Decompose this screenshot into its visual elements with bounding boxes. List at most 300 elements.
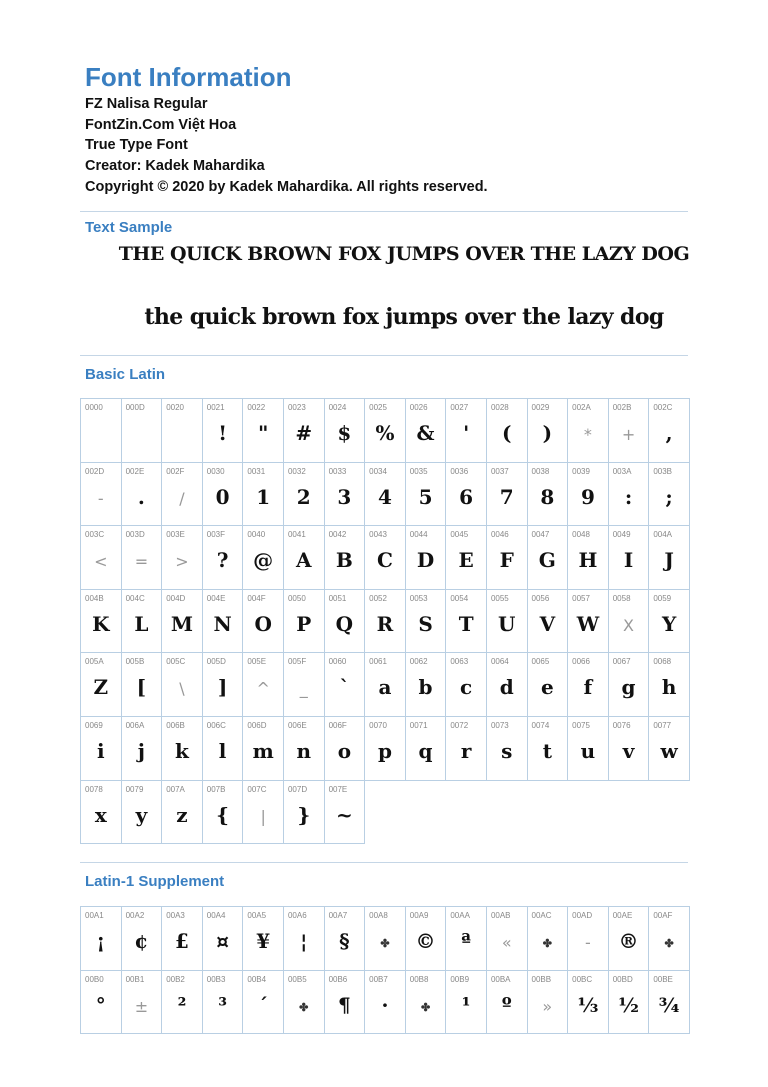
glyph-cell [162, 971, 203, 1035]
codepoint-label: 006D [247, 720, 267, 730]
glyph: 9 [580, 484, 595, 509]
glyph: ✤ [380, 937, 390, 950]
glyph: t [542, 738, 552, 763]
glyph: ® [618, 929, 639, 953]
glyph-cell [162, 781, 203, 845]
codepoint-label: 0039 [572, 466, 590, 476]
glyph-cell [609, 653, 650, 717]
glyph: O [254, 611, 272, 636]
glyph: - [585, 933, 591, 952]
codepoint-label: 00AD [572, 911, 593, 920]
glyph-cell [406, 463, 447, 527]
glyph-cell [609, 971, 650, 1035]
glyph-cell [528, 717, 569, 781]
glyph-cell [243, 907, 284, 971]
text-sample-heading: Text Sample [85, 219, 173, 236]
codepoint-label: 0061 [369, 657, 387, 667]
glyph-cell [122, 590, 163, 654]
glyph-cell [446, 526, 487, 590]
codepoint-label: 005B [125, 657, 145, 667]
glyph: ª [461, 929, 472, 953]
glyph-cell [203, 526, 244, 590]
glyph-cell [284, 590, 325, 654]
glyph-cell [203, 717, 244, 781]
glyph-cell [162, 463, 203, 527]
codepoint-label: 00A4 [206, 911, 226, 920]
glyph: ° [95, 992, 106, 1017]
glyph-cell [365, 463, 406, 527]
glyph: G [538, 548, 556, 573]
glyph-cell [528, 526, 569, 590]
glyph: Q [335, 611, 354, 636]
codepoint-label: 0077 [653, 720, 672, 730]
glyph-cell [81, 971, 122, 1035]
codepoint-label: 0074 [531, 720, 550, 730]
basic-latin-grid [80, 398, 690, 844]
glyph-cell [284, 653, 325, 717]
glyph: % [375, 421, 395, 445]
codepoint-label: 006F [328, 720, 347, 730]
glyph: < [94, 552, 108, 572]
glyph: = [134, 552, 149, 572]
glyph-cell [122, 526, 163, 590]
glyph-cell [406, 590, 447, 654]
glyph-cell [649, 717, 690, 781]
glyph: ⅓ [577, 992, 599, 1017]
codepoint-label: 00B3 [206, 974, 226, 984]
glyph-cell [122, 399, 163, 463]
codepoint-label: 005E [247, 657, 267, 667]
codepoint-label: 00B5 [287, 974, 307, 984]
codepoint-label: 00A2 [125, 911, 145, 920]
glyph: z [176, 802, 188, 827]
glyph-cell [528, 971, 569, 1035]
glyph-cell [162, 590, 203, 654]
glyph: { [216, 802, 230, 827]
glyph: B [335, 548, 353, 573]
codepoint-label: 0056 [531, 593, 550, 603]
codepoint-label: 000D [125, 403, 145, 412]
codepoint-label: 0070 [369, 720, 387, 730]
codepoint-label: 0046 [490, 530, 509, 540]
glyph: F [499, 548, 514, 573]
glyph-cell [487, 717, 528, 781]
glyph-cell [528, 653, 569, 717]
glyph: ¾ [658, 992, 680, 1017]
glyph-cell [325, 653, 366, 717]
glyph-cell [446, 907, 487, 971]
glyph-cell [203, 907, 244, 971]
glyph: e [540, 675, 554, 700]
glyph: * [583, 425, 592, 444]
glyph-cell [487, 907, 528, 971]
codepoint-label: 003C [85, 530, 105, 540]
glyph-cell [203, 653, 244, 717]
glyph-cell [325, 781, 366, 845]
glyph: L [134, 611, 149, 636]
codepoint-label: 0033 [328, 466, 347, 476]
glyph-cell [609, 907, 650, 971]
codepoint-label: 005A [85, 657, 104, 667]
glyph: ; [665, 484, 673, 509]
codepoint-label: 0065 [531, 657, 550, 667]
glyph-cell [284, 526, 325, 590]
codepoint-label: 00A5 [247, 911, 267, 920]
font-copyright: Copyright © 2020 by Kadek Mahardika. All rights reserved. [85, 178, 488, 195]
glyph-cell [122, 907, 163, 971]
codepoint-label: 0030 [206, 466, 225, 476]
glyph: T [458, 611, 474, 636]
glyph: f [583, 675, 593, 700]
codepoint-label: 00BE [653, 974, 673, 984]
glyph-cell [487, 526, 528, 590]
glyph-cell [81, 590, 122, 654]
codepoint-label: 003B [653, 466, 672, 476]
codepoint-label: 002A [572, 403, 591, 412]
glyph-cell [284, 781, 325, 845]
codepoint-label: 0045 [450, 530, 469, 540]
glyph: u [580, 738, 596, 763]
glyph: p [377, 738, 392, 763]
codepoint-label: 0072 [450, 720, 469, 730]
glyph-cell [284, 907, 325, 971]
glyph: a [378, 675, 392, 700]
glyph-cell [649, 971, 690, 1035]
glyph-cell [568, 399, 609, 463]
glyph: 0 [215, 484, 230, 509]
glyph: X [623, 615, 634, 635]
codepoint-label: 0043 [369, 530, 387, 540]
codepoint-label: 0048 [572, 530, 590, 540]
codepoint-label: 0050 [287, 593, 306, 603]
codepoint-label: 004B [85, 593, 104, 603]
glyph-cell [568, 971, 609, 1035]
glyph: · [381, 992, 389, 1017]
glyph: [ [136, 675, 147, 700]
codepoint-label: 003D [125, 530, 145, 540]
glyph-cell [203, 781, 244, 845]
codepoint-label: 005F [287, 657, 307, 667]
glyph: v [622, 738, 635, 763]
glyph-cell [81, 781, 122, 845]
glyph: 2 [296, 484, 311, 509]
glyph: ¹ [461, 992, 471, 1017]
glyph: ¤ [216, 929, 229, 953]
glyph: } [297, 802, 311, 827]
glyph: x [94, 802, 107, 827]
glyph: s [501, 738, 513, 763]
codepoint-label: 00BC [572, 974, 593, 984]
codepoint-label: 00B9 [450, 974, 470, 984]
codepoint-label: 0036 [450, 466, 469, 476]
glyph: V [539, 611, 556, 636]
glyph: Z [93, 675, 109, 700]
font-name: FZ Nalisa Regular [85, 96, 208, 112]
glyph: ± [134, 996, 149, 1016]
glyph-cell [406, 526, 447, 590]
codepoint-label: 0079 [125, 784, 144, 794]
glyph: n [296, 738, 312, 763]
codepoint-label: 006E [287, 720, 307, 730]
glyph: « [501, 933, 512, 952]
glyph-cell [81, 463, 122, 527]
glyph-cell [243, 399, 284, 463]
glyph-cell [162, 526, 203, 590]
codepoint-label: 00A8 [369, 911, 388, 920]
codepoint-label: 002F [166, 466, 185, 476]
glyph-cell [568, 590, 609, 654]
codepoint-label: 0026 [409, 403, 428, 412]
glyph-cell [203, 399, 244, 463]
glyph: d [499, 675, 514, 700]
glyph-cell [528, 399, 569, 463]
codepoint-label: 0034 [369, 466, 387, 476]
glyph-cell [284, 463, 325, 527]
glyph: : [624, 484, 633, 509]
glyph: \ [179, 679, 185, 699]
codepoint-label: 00A3 [166, 911, 185, 920]
glyph: ] [217, 675, 228, 700]
codepoint-label: 0060 [328, 657, 347, 667]
glyph-cell [81, 907, 122, 971]
codepoint-label: 0047 [531, 530, 550, 540]
codepoint-label: 006C [206, 720, 226, 730]
codepoint-label: 0054 [450, 593, 469, 603]
codepoint-label: 0023 [287, 403, 306, 412]
codepoint-label: 0063 [450, 657, 469, 667]
glyph-cell [446, 399, 487, 463]
codepoint-label: 006B [166, 720, 185, 730]
codepoint-label: 004F [247, 593, 266, 603]
glyph: o [337, 738, 352, 763]
glyph-cell [365, 526, 406, 590]
glyph-cell [365, 971, 406, 1035]
latin1-heading: Latin-1 Supplement [85, 873, 225, 890]
glyph: E [458, 548, 474, 573]
glyph: ¢ [134, 929, 149, 953]
glyph: ¦ [300, 929, 308, 953]
glyph-cell [487, 463, 528, 527]
glyph-cell [81, 399, 122, 463]
glyph-cell [122, 781, 163, 845]
glyph-cell [568, 717, 609, 781]
font-creator: Creator: Kadek Mahardika [85, 158, 265, 175]
glyph: W [576, 611, 600, 636]
codepoint-label: 0051 [328, 593, 347, 603]
glyph: ² [177, 992, 187, 1017]
glyph-cell [649, 526, 690, 590]
codepoint-label: 00A6 [287, 911, 307, 920]
glyph: º [501, 992, 512, 1017]
glyph: 6 [459, 484, 474, 509]
codepoint-label: 004D [166, 593, 186, 603]
glyph-cell [325, 399, 366, 463]
glyph: 3 [337, 484, 352, 509]
glyph-cell [162, 399, 203, 463]
codepoint-label: 00B6 [328, 974, 348, 984]
glyph-cell [243, 781, 284, 845]
codepoint-label: 0055 [490, 593, 509, 603]
codepoint-label: 00AE [612, 911, 633, 920]
glyph-cell [609, 717, 650, 781]
codepoint-label: 00AB [490, 911, 511, 920]
codepoint-label: 0037 [490, 466, 509, 476]
glyph-cell [649, 590, 690, 654]
glyph: k [175, 738, 189, 763]
page-title: Font Information [85, 62, 292, 92]
codepoint-label: 0000 [85, 403, 103, 412]
glyph: j [137, 738, 146, 763]
glyph-cell [162, 653, 203, 717]
glyph: © [415, 929, 436, 953]
codepoint-label: 00A9 [409, 911, 429, 920]
glyph-cell [446, 463, 487, 527]
glyph: @ [253, 548, 274, 573]
glyph: ´ [258, 992, 269, 1017]
font-type: True Type Font [85, 137, 188, 154]
glyph-cell [446, 590, 487, 654]
glyph: C [376, 548, 393, 573]
glyph: . [137, 484, 145, 509]
glyph-cell [284, 971, 325, 1035]
glyph-cell [122, 971, 163, 1035]
glyph: ½ [618, 992, 639, 1017]
glyph-cell [609, 399, 650, 463]
glyph: c [460, 675, 473, 700]
glyph: D [416, 548, 435, 573]
glyph-cell [487, 653, 528, 717]
glyph-cell [325, 526, 366, 590]
glyph: ¥ [256, 929, 271, 953]
glyph-cell [528, 463, 569, 527]
glyph-cell [568, 526, 609, 590]
glyph-cell [122, 463, 163, 527]
glyph: ~ [335, 802, 353, 827]
codepoint-label: 002D [85, 466, 105, 476]
glyph: , [665, 421, 673, 445]
glyph-cell [162, 717, 203, 781]
codepoint-label: 0064 [490, 657, 509, 667]
glyph: 1 [256, 484, 271, 509]
codepoint-label: 0042 [328, 530, 347, 540]
codepoint-label: 00A1 [85, 911, 104, 920]
glyph: 4 [377, 484, 392, 509]
codepoint-label: 00B2 [166, 974, 185, 984]
glyph: ³ [218, 992, 227, 1017]
codepoint-label: 0024 [328, 403, 347, 412]
glyph: b [418, 675, 433, 700]
codepoint-label: 0022 [247, 403, 266, 412]
codepoint-label: 002C [653, 403, 673, 412]
glyph: " [257, 421, 269, 445]
glyph-cell [365, 399, 406, 463]
glyph-cell [649, 399, 690, 463]
glyph: H [578, 548, 598, 573]
glyph: ) [542, 421, 553, 445]
codepoint-label: 0057 [572, 593, 590, 603]
glyph-cell [446, 653, 487, 717]
codepoint-label: 0078 [85, 784, 103, 794]
glyph-cell [406, 399, 447, 463]
glyph: > [175, 552, 189, 572]
codepoint-label: 0041 [287, 530, 306, 540]
font-info [85, 94, 488, 198]
codepoint-label: 0071 [409, 720, 428, 730]
glyph-cell [609, 463, 650, 527]
codepoint-label: 0052 [369, 593, 387, 603]
codepoint-label: 00B7 [369, 974, 388, 984]
sample-uppercase: THE QUICK BROWN FOX JUMPS OVER THE LAZY DOG [118, 243, 690, 265]
glyph: £ [175, 929, 189, 953]
glyph: & [416, 421, 435, 445]
glyph: ¶ [337, 992, 351, 1017]
glyph-cell [528, 590, 569, 654]
codepoint-label: 002E [125, 466, 145, 476]
glyph-cell [446, 717, 487, 781]
codepoint-label: 0069 [85, 720, 103, 730]
codepoint-label: 00AA [450, 911, 470, 920]
glyph-cell [406, 971, 447, 1035]
codepoint-label: 0049 [612, 530, 631, 540]
codepoint-label: 004E [206, 593, 226, 603]
codepoint-label: 0021 [206, 403, 225, 412]
glyph-cell [203, 463, 244, 527]
divider [80, 862, 688, 863]
glyph: / [179, 488, 185, 508]
codepoint-label: 0073 [490, 720, 509, 730]
codepoint-label: 004A [653, 530, 672, 540]
glyph: 8 [540, 484, 555, 509]
glyph-cell [406, 653, 447, 717]
codepoint-label: 00B4 [247, 974, 267, 984]
codepoint-label: 0068 [653, 657, 672, 667]
glyph-cell [243, 590, 284, 654]
glyph: § [339, 929, 350, 953]
codepoint-label: 005C [166, 657, 186, 667]
glyph: ¡ [96, 929, 106, 953]
codepoint-label: 00B0 [85, 974, 104, 984]
codepoint-label: 007E [328, 784, 348, 794]
codepoint-label: 0040 [247, 530, 266, 540]
glyph: N [213, 611, 232, 636]
glyph-cell [365, 717, 406, 781]
codepoint-label: 0028 [490, 403, 509, 412]
glyph-cell [568, 463, 609, 527]
glyph-cell [243, 653, 284, 717]
glyph: + [621, 425, 636, 444]
glyph-cell [568, 907, 609, 971]
glyph: 5 [418, 484, 433, 509]
codepoint-label: 003F [206, 530, 226, 540]
glyph-cell [81, 526, 122, 590]
glyph: R [376, 611, 394, 636]
glyph: » [542, 996, 553, 1016]
glyph-cell [325, 590, 366, 654]
glyph: ✤ [299, 1000, 309, 1014]
codepoint-label: 0066 [572, 657, 590, 667]
glyph: Y [661, 611, 677, 636]
glyph: U [498, 611, 516, 636]
glyph: - [97, 488, 104, 508]
glyph: ` [339, 675, 350, 700]
codepoint-label: 007B [206, 784, 226, 794]
glyph-cell [406, 907, 447, 971]
glyph: l [218, 738, 227, 763]
codepoint-label: 00BD [612, 974, 633, 984]
codepoint-label: 003A [612, 466, 632, 476]
glyph-cell [649, 907, 690, 971]
codepoint-label: 00BA [490, 974, 511, 984]
